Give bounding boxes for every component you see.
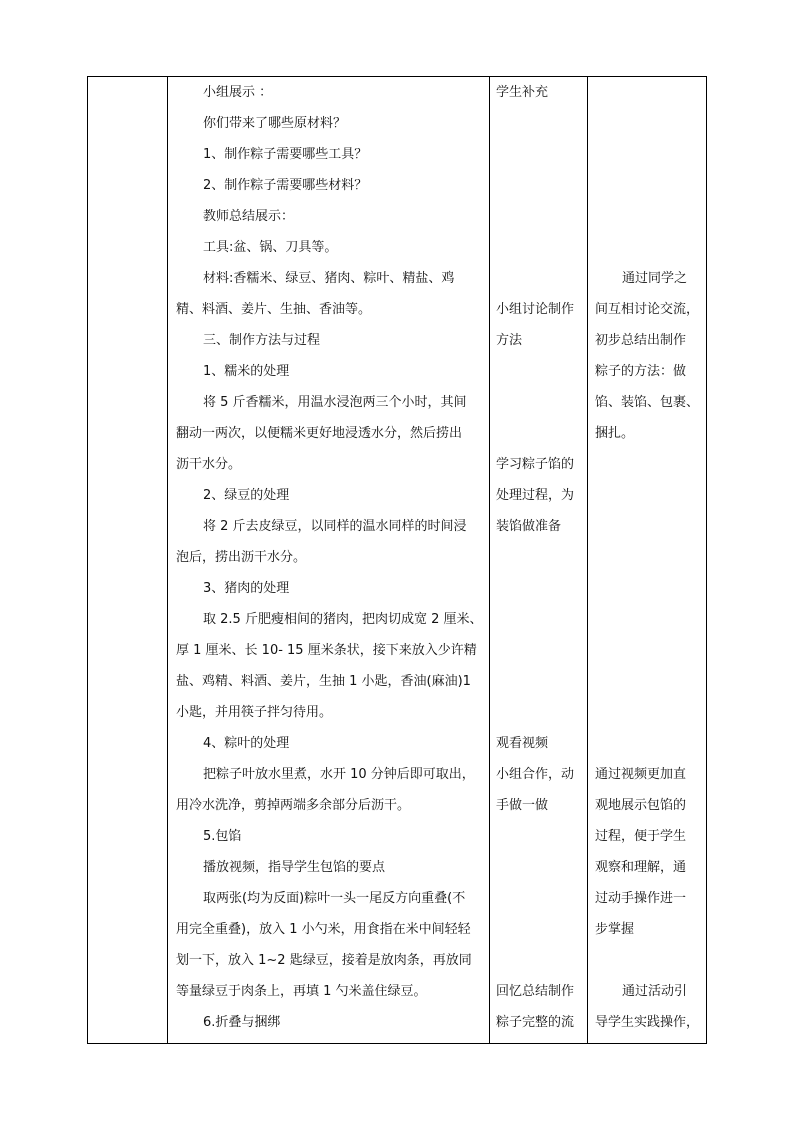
student-line: 小组讨论制作 xyxy=(496,302,575,317)
content-line: 泡后，捞出沥干水分。 xyxy=(176,550,307,565)
content-line: 1、糯米的处理 xyxy=(203,364,290,379)
column-divider xyxy=(587,77,588,1043)
student-line: 小组合作，动 xyxy=(496,767,575,782)
content-line: 精、料酒、姜片、生抽、香油等。 xyxy=(176,302,372,317)
content-line: 6.折叠与捆绑 xyxy=(203,1015,281,1030)
content-line: 4、粽叶的处理 xyxy=(203,736,290,751)
content-line: 工具:盆、锅、刀具等。 xyxy=(203,240,338,255)
content-line: 把粽子叶放水里煮，水开 10 分钟后即可取出， xyxy=(203,767,475,782)
content-line: 你们带来了哪些原材料？ xyxy=(203,116,347,131)
purpose-line: 观察和理解，通 xyxy=(595,860,687,875)
content-line: 划一下，放入 1~2 匙绿豆，接着是放肉条，再放同 xyxy=(176,953,472,968)
label-column xyxy=(88,77,167,1043)
student-line: 学习粽子馅的 xyxy=(496,457,575,472)
purpose-line: 通过视频更加直 xyxy=(595,767,687,782)
purpose-line: 过动手操作进一 xyxy=(595,891,687,906)
content-line: 将 5 斤香糯米，用温水浸泡两三个小时，其间 xyxy=(203,395,467,410)
content-line: 厚 1 厘米、长 10- 15 厘米条状，接下来放入少许精 xyxy=(176,643,477,658)
content-line: 盐、鸡精、料酒、姜片，生抽 1 小匙，香油(麻油)1 xyxy=(176,674,471,689)
content-line: 取两张(均为反面)粽叶一头一尾反方向重叠(不 xyxy=(203,891,466,906)
content-line: 将 2 斤去皮绿豆，以同样的温水同样的时间浸 xyxy=(203,519,467,534)
purpose-line: 粽子的方法：做 xyxy=(595,364,687,379)
content-line: 小组展示 ： xyxy=(203,85,273,100)
content-line: 等量绿豆于肉条上，再填 1 勺米盖住绿豆。 xyxy=(176,984,427,999)
student-line: 处理过程，为 xyxy=(496,488,575,503)
content-line: 取 2.5 斤肥瘦相间的猪肉，把肉切成宽 2 厘米、 xyxy=(203,612,483,627)
purpose-line: 通过活动引 xyxy=(622,984,688,999)
content-line: 5.包馅 xyxy=(203,829,242,844)
purpose-line: 通过同学之 xyxy=(622,271,688,286)
content-line: 教师总结展示： xyxy=(203,209,295,224)
lesson-table xyxy=(87,76,707,1044)
design-purpose-column xyxy=(595,77,705,1043)
purpose-line: 导学生实践操作， xyxy=(595,1015,700,1030)
content-line: 沥干水分。 xyxy=(176,457,242,472)
content-line: 用完全重叠)，放入 1 小勺米，用食指在米中间轻轻 xyxy=(176,922,471,937)
purpose-line: 观地展示包馅的 xyxy=(595,798,687,813)
student-line: 装馅做准备 xyxy=(496,519,562,534)
content-line: 2、绿豆的处理 xyxy=(203,488,290,503)
content-line: 播放视频，指导学生包馅的要点 xyxy=(203,860,386,875)
content-column xyxy=(176,77,486,1043)
content-line: 用冷水洗净，剪掉两端多余部分后沥干。 xyxy=(176,798,411,813)
student-activity-column xyxy=(496,77,586,1043)
content-line: 2、制作粽子需要哪些材料？ xyxy=(203,178,368,193)
content-line: 3、猪肉的处理 xyxy=(203,581,290,596)
student-line: 观看视频 xyxy=(496,736,549,751)
student-line: 回忆总结制作 xyxy=(496,984,575,999)
content-line: 材料:香糯米、绿豆、猪肉、粽叶、精盐、鸡 xyxy=(203,271,455,286)
column-divider xyxy=(489,77,490,1043)
purpose-line: 过程，便于学生 xyxy=(595,829,687,844)
content-line: 小匙，并用筷子拌匀待用。 xyxy=(176,705,333,720)
purpose-line: 间互相讨论交流， xyxy=(595,302,700,317)
content-line: 1、制作粽子需要哪些工具？ xyxy=(203,147,368,162)
student-line: 粽子完整的流 xyxy=(496,1015,575,1030)
student-line: 手做一做 xyxy=(496,798,549,813)
section-heading: 三、制作方法与过程 xyxy=(203,333,321,348)
purpose-line: 馅、装馅、包裹、 xyxy=(595,395,700,410)
purpose-line: 初步总结出制作 xyxy=(595,333,687,348)
student-line: 学生补充 xyxy=(496,85,549,100)
purpose-line: 捆扎。 xyxy=(595,426,635,441)
column-divider xyxy=(167,77,168,1043)
purpose-line: 步掌握 xyxy=(595,922,635,937)
student-line: 方法 xyxy=(496,333,523,348)
content-line: 翻动一两次，以便糯米更好地浸透水分，然后捞出 xyxy=(176,426,463,441)
